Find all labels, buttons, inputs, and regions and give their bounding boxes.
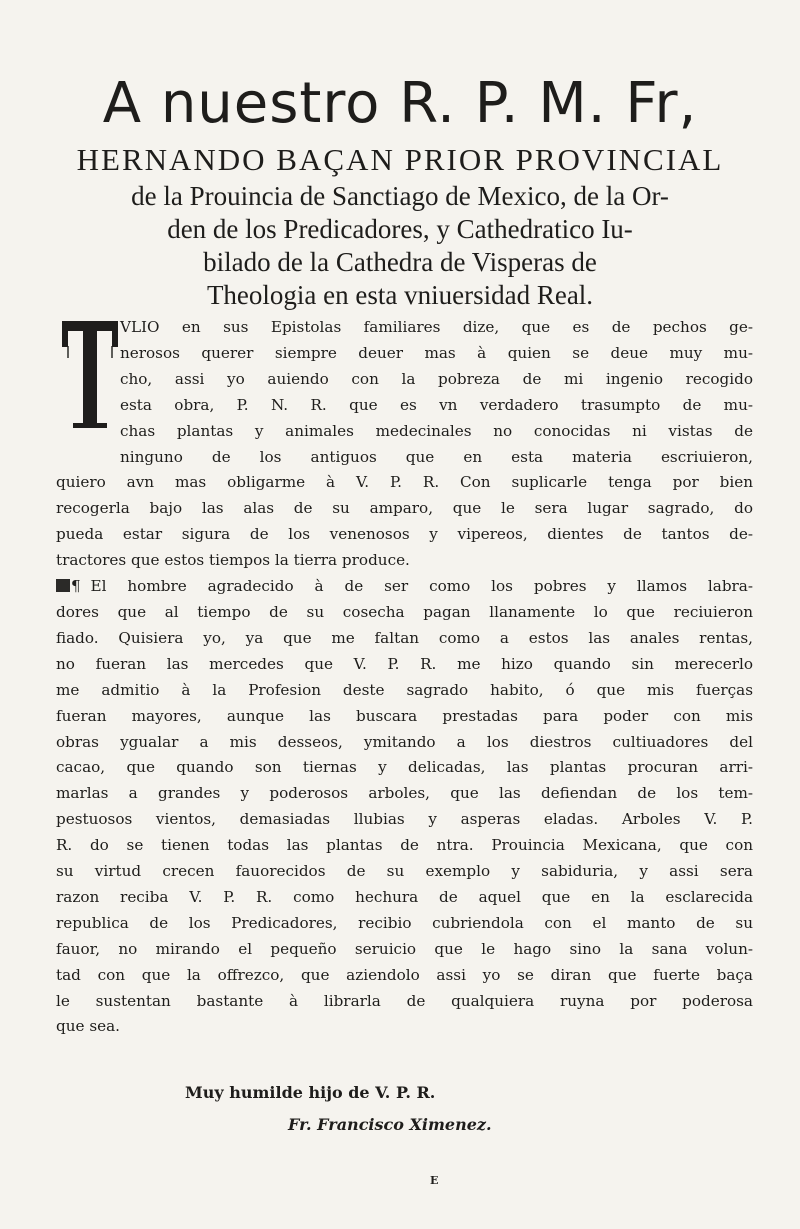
text-line: nerosos querer siempre deuer mas à quien se deue muy mu- [120, 343, 753, 362]
text-line: le sustentan bastante à librarla de qualquiera ruyna por poderosa [56, 991, 753, 1010]
text-line: VLIO en sus Epistolas familiares dize, que es de pechos ge- [120, 318, 753, 336]
dedication-line: de la Prouincia de Sanctiago de Mexico, de la Or- [131, 181, 669, 211]
paragraph-1 [56, 315, 753, 574]
letter-body [56, 315, 753, 1040]
text-line: pestuosos vientos, demasiadas llubias y asperas eladas. Arboles V. P. [56, 810, 753, 829]
text-line: quiero avn mas obligarme à V. P. R. Con suplicarle tenga por bien [56, 473, 753, 492]
signature-mark: E [430, 1174, 439, 1187]
text-line: cacao, que quando son tiernas y delicadas, las plantas procuran arri- [56, 758, 753, 777]
text-line: republica de los Predicadores, recibio cubriendola con el manto de su [56, 913, 753, 932]
text-line: pueda estar sigura de los venenosos y vipereos, dientes de tantos de- [56, 525, 753, 544]
text-line: fueran mayores, aunque las buscara prestadas para poder con mis [56, 706, 753, 725]
text-line: cho, assi yo auiendo con la pobreza de mi ingenio recogido [120, 369, 753, 388]
text-line: esta obra, P. N. R. que es vn verdadero trasumpto de mu- [120, 395, 753, 414]
subtitle-line: HERNANDO BAÇAN PRIOR PROVINCIAL [76, 142, 724, 177]
text-line: razon reciba V. P. R. como hechura de aquel que en la esclarecida [56, 887, 753, 906]
text-line: obras ygualar a mis desseos, ymitando a los diestros cultiuadores del [56, 732, 753, 751]
text-line: recogerla bajo las alas de su amparo, que le sera lugar sagrado, do [56, 499, 753, 518]
title-line: A nuestro R. P. M. Fr, [102, 71, 698, 136]
text-line: marlas a grandes y poderosos arboles, que las defiendan de los tem- [56, 784, 753, 803]
closing-line: Muy humilde hijo de V. P. R. [185, 1083, 436, 1102]
text-line: dores que al tiempo de su cosecha pagan llanamente lo que reciuieron [56, 602, 753, 621]
text-line: no fueran las mercedes que V. P. R. me hizo quando sin merecerlo [56, 654, 753, 673]
dedication-line: den de los Predicadores, y Cathedratico Iu- [167, 214, 633, 244]
dedication-block [60, 180, 740, 312]
paragraph-2 [56, 574, 753, 1040]
dedication-line: Theologia en esta vniuersidad Real. [206, 280, 594, 310]
text-line: ninguno de los antiguos que en esta materia escriuieron, [120, 447, 753, 466]
author-name: Fr. Francisco Ximenez. [288, 1115, 492, 1134]
text-line: R. do se tienen todas las plantas de ntra. Prouincia Mexicana, que con [56, 836, 753, 855]
text-line: fiado. Quisiera yo, ya que me faltan como a estos las anales rentas, [56, 628, 753, 647]
text-line: tractores que estos tiempos la tierra produce. [56, 551, 410, 570]
pilcrow-icon: ¶ [56, 574, 81, 600]
text-line: que sea. [56, 1017, 120, 1036]
text-line: fauor, no mirando el pequeño seruicio que le hago sino la sana volun- [56, 939, 753, 958]
text-line-first: ¶ El hombre agradecido à de ser como los pobres y llamos labra- [56, 574, 753, 600]
text-line: su virtud crecen fauorecidos de su exemplo y sabiduria, y assi sera [56, 862, 753, 881]
dedication-line: bilado de la Cathedra de Visperas de [203, 247, 597, 277]
text-line: me admitio à la Profesion deste sagrado habito, ó que mis fuerças [56, 680, 753, 699]
text-line: chas plantas y animales medecinales no conocidas ni vistas de [120, 421, 753, 440]
text-line: tad con que la offrezco, que aziendolo assi yo se diran que fuerte baça [56, 965, 753, 984]
